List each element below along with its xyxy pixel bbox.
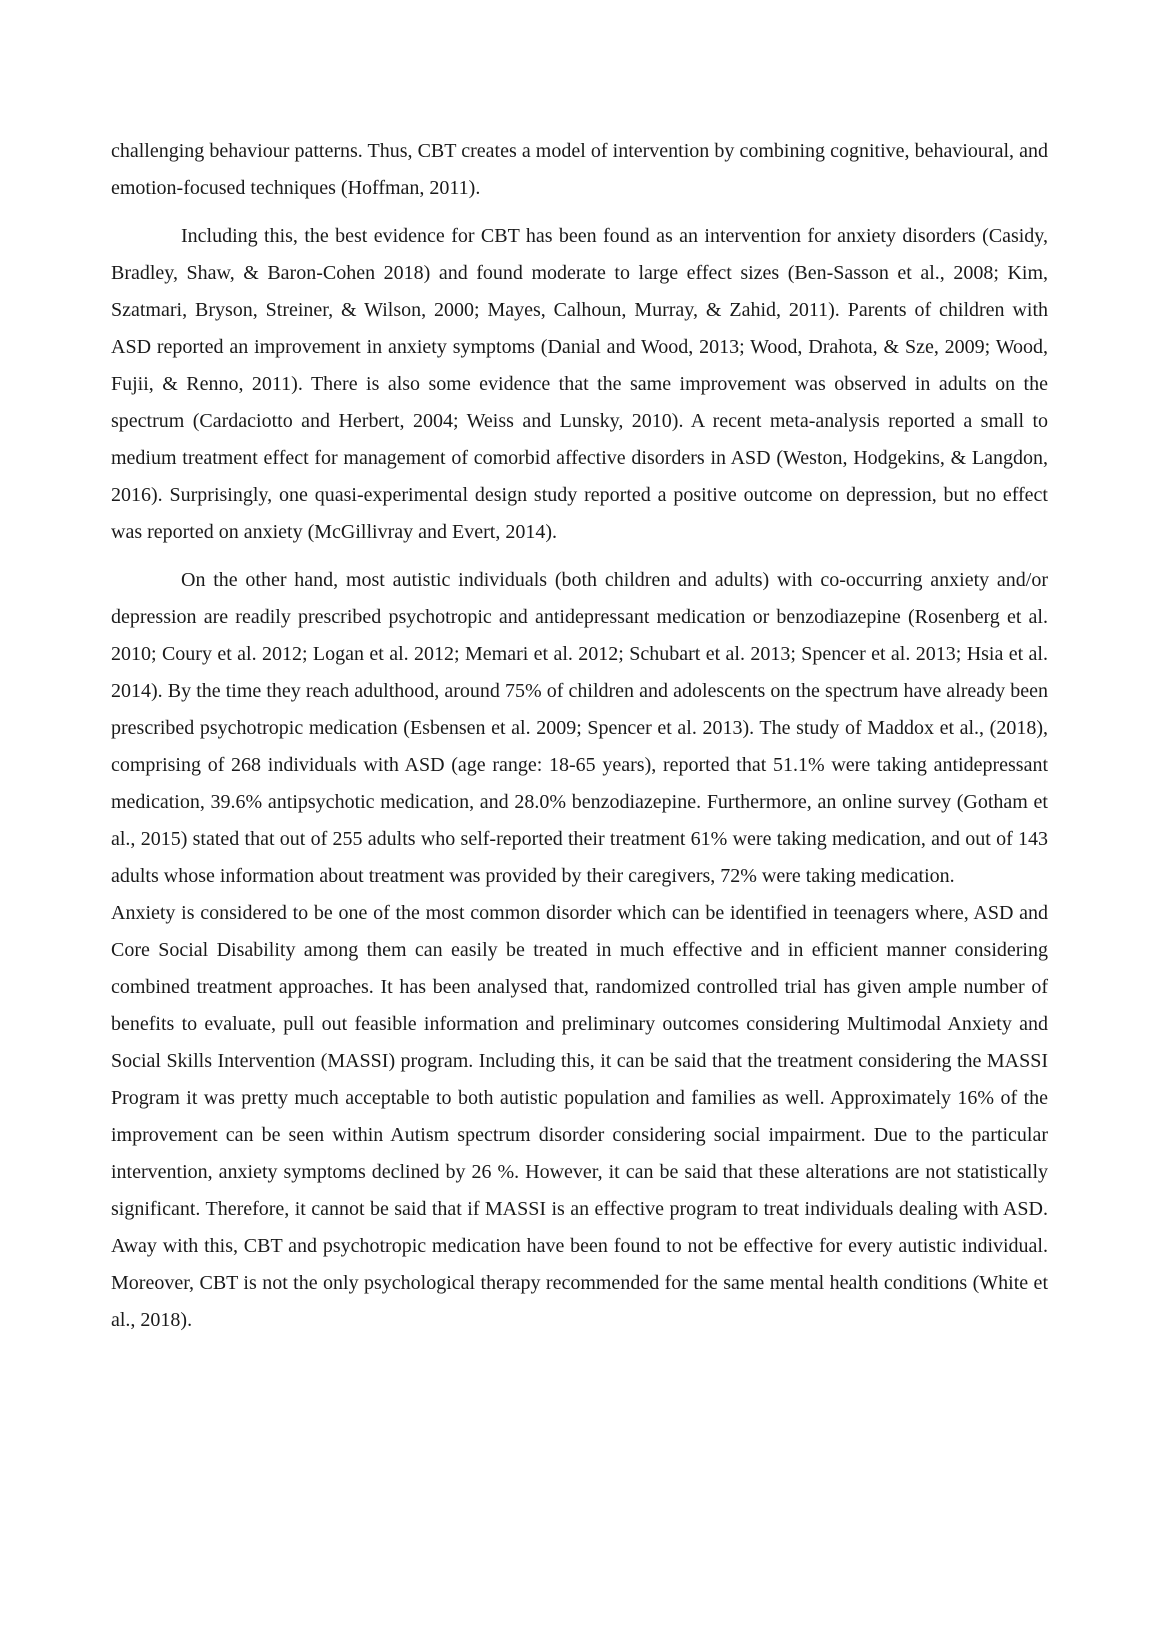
paragraph-cbt-model: challenging behaviour patterns. Thus, CBT creates a model of intervention by combining cognitive, behavioural, and emotion-focused techniques (Hoffman, 2011). (111, 140, 1048, 199)
document-page (111, 133, 1048, 1339)
paragraph-medication: On the other hand, most autistic individuals (both children and adults) with co-occurring anxiety and/or depression are readily prescribed psychotropic and antidepressant medication or benzodiazepine (Rosenberg et al. 2010; Coury et al. 2012; Logan et al. 2012; Memari et al. 2012; Schubart et al. 2013; Spencer et al. 2013; Hsia et al. 2014). By the time they reach adulthood, around 75% of children and adolescents on the spectrum have already been prescribed psychotropic medication (Esbensen et al. 2009; Spencer et al. 2013). The study of Maddox et al., (2018), comprising of 268 individuals with ASD (age range: 18-65 years), reported that 51.1% were taking antidepressant medication, 39.6% antipsychotic medication, and 28.0% benzodiazepine. Furthermore, an online survey (Gotham et al., 2015) stated that out of 255 adults who self-reported their treatment 61% were taking medication, and out of 143 adults whose information about treatment was provided by their caregivers, 72% were taking medication. (111, 569, 1048, 887)
paragraph-massi-program: Anxiety is considered to be one of the most common disorder which can be identified in teenagers where, ASD and Core Social Disability among them can easily be treated in much effective and in efficient manner considering combined treatment approaches. It has been analysed that, randomized controlled trial has given ample number of benefits to evaluate, pull out feasible information and preliminary outcomes considering Multimodal Anxiety and Social Skills Intervention (MASSI) program. Including this, it can be said that the treatment considering the MASSI Program it was pretty much acceptable to both autistic population and families as well. Approximately 16% of the improvement can be seen within Autism spectrum disorder considering social impairment. Due to the particular intervention, anxiety symptoms declined by 26 %. However, it can be said that these alterations are not statistically significant. Therefore, it cannot be said that if MASSI is an effective program to treat individuals dealing with ASD. Away with this, CBT and psychotropic medication have been found to not be effective for every autistic individual. Moreover, CBT is not the only psychological therapy recommended for the same mental health conditions (White et al., 2018). (111, 902, 1048, 1331)
paragraph-cbt-evidence: Including this, the best evidence for CBT has been found as an intervention for anxiety disorders (Casidy, Bradley, Shaw, & Baron-Cohen 2018) and found moderate to large effect sizes (Ben-Sasson et al., 2008; Kim, Szatmari, Bryson, Streiner, & Wilson, 2000; Mayes, Calhoun, Murray, & Zahid, 2011). Parents of children with ASD reported an improvement in anxiety symptoms (Danial and Wood, 2013; Wood, Drahota, & Sze, 2009; Wood, Fujii, & Renno, 2011). There is also some evidence that the same improvement was observed in adults on the spectrum (Cardaciotto and Herbert, 2004; Weiss and Lunsky, 2010). A recent meta-analysis reported a small to medium treatment effect for management of comorbid affective disorders in ASD (Weston, Hodgekins, & Langdon, 2016). Surprisingly, one quasi-experimental design study reported a positive outcome on depression, but no effect was reported on anxiety (McGillivray and Evert, 2014). (111, 225, 1048, 543)
